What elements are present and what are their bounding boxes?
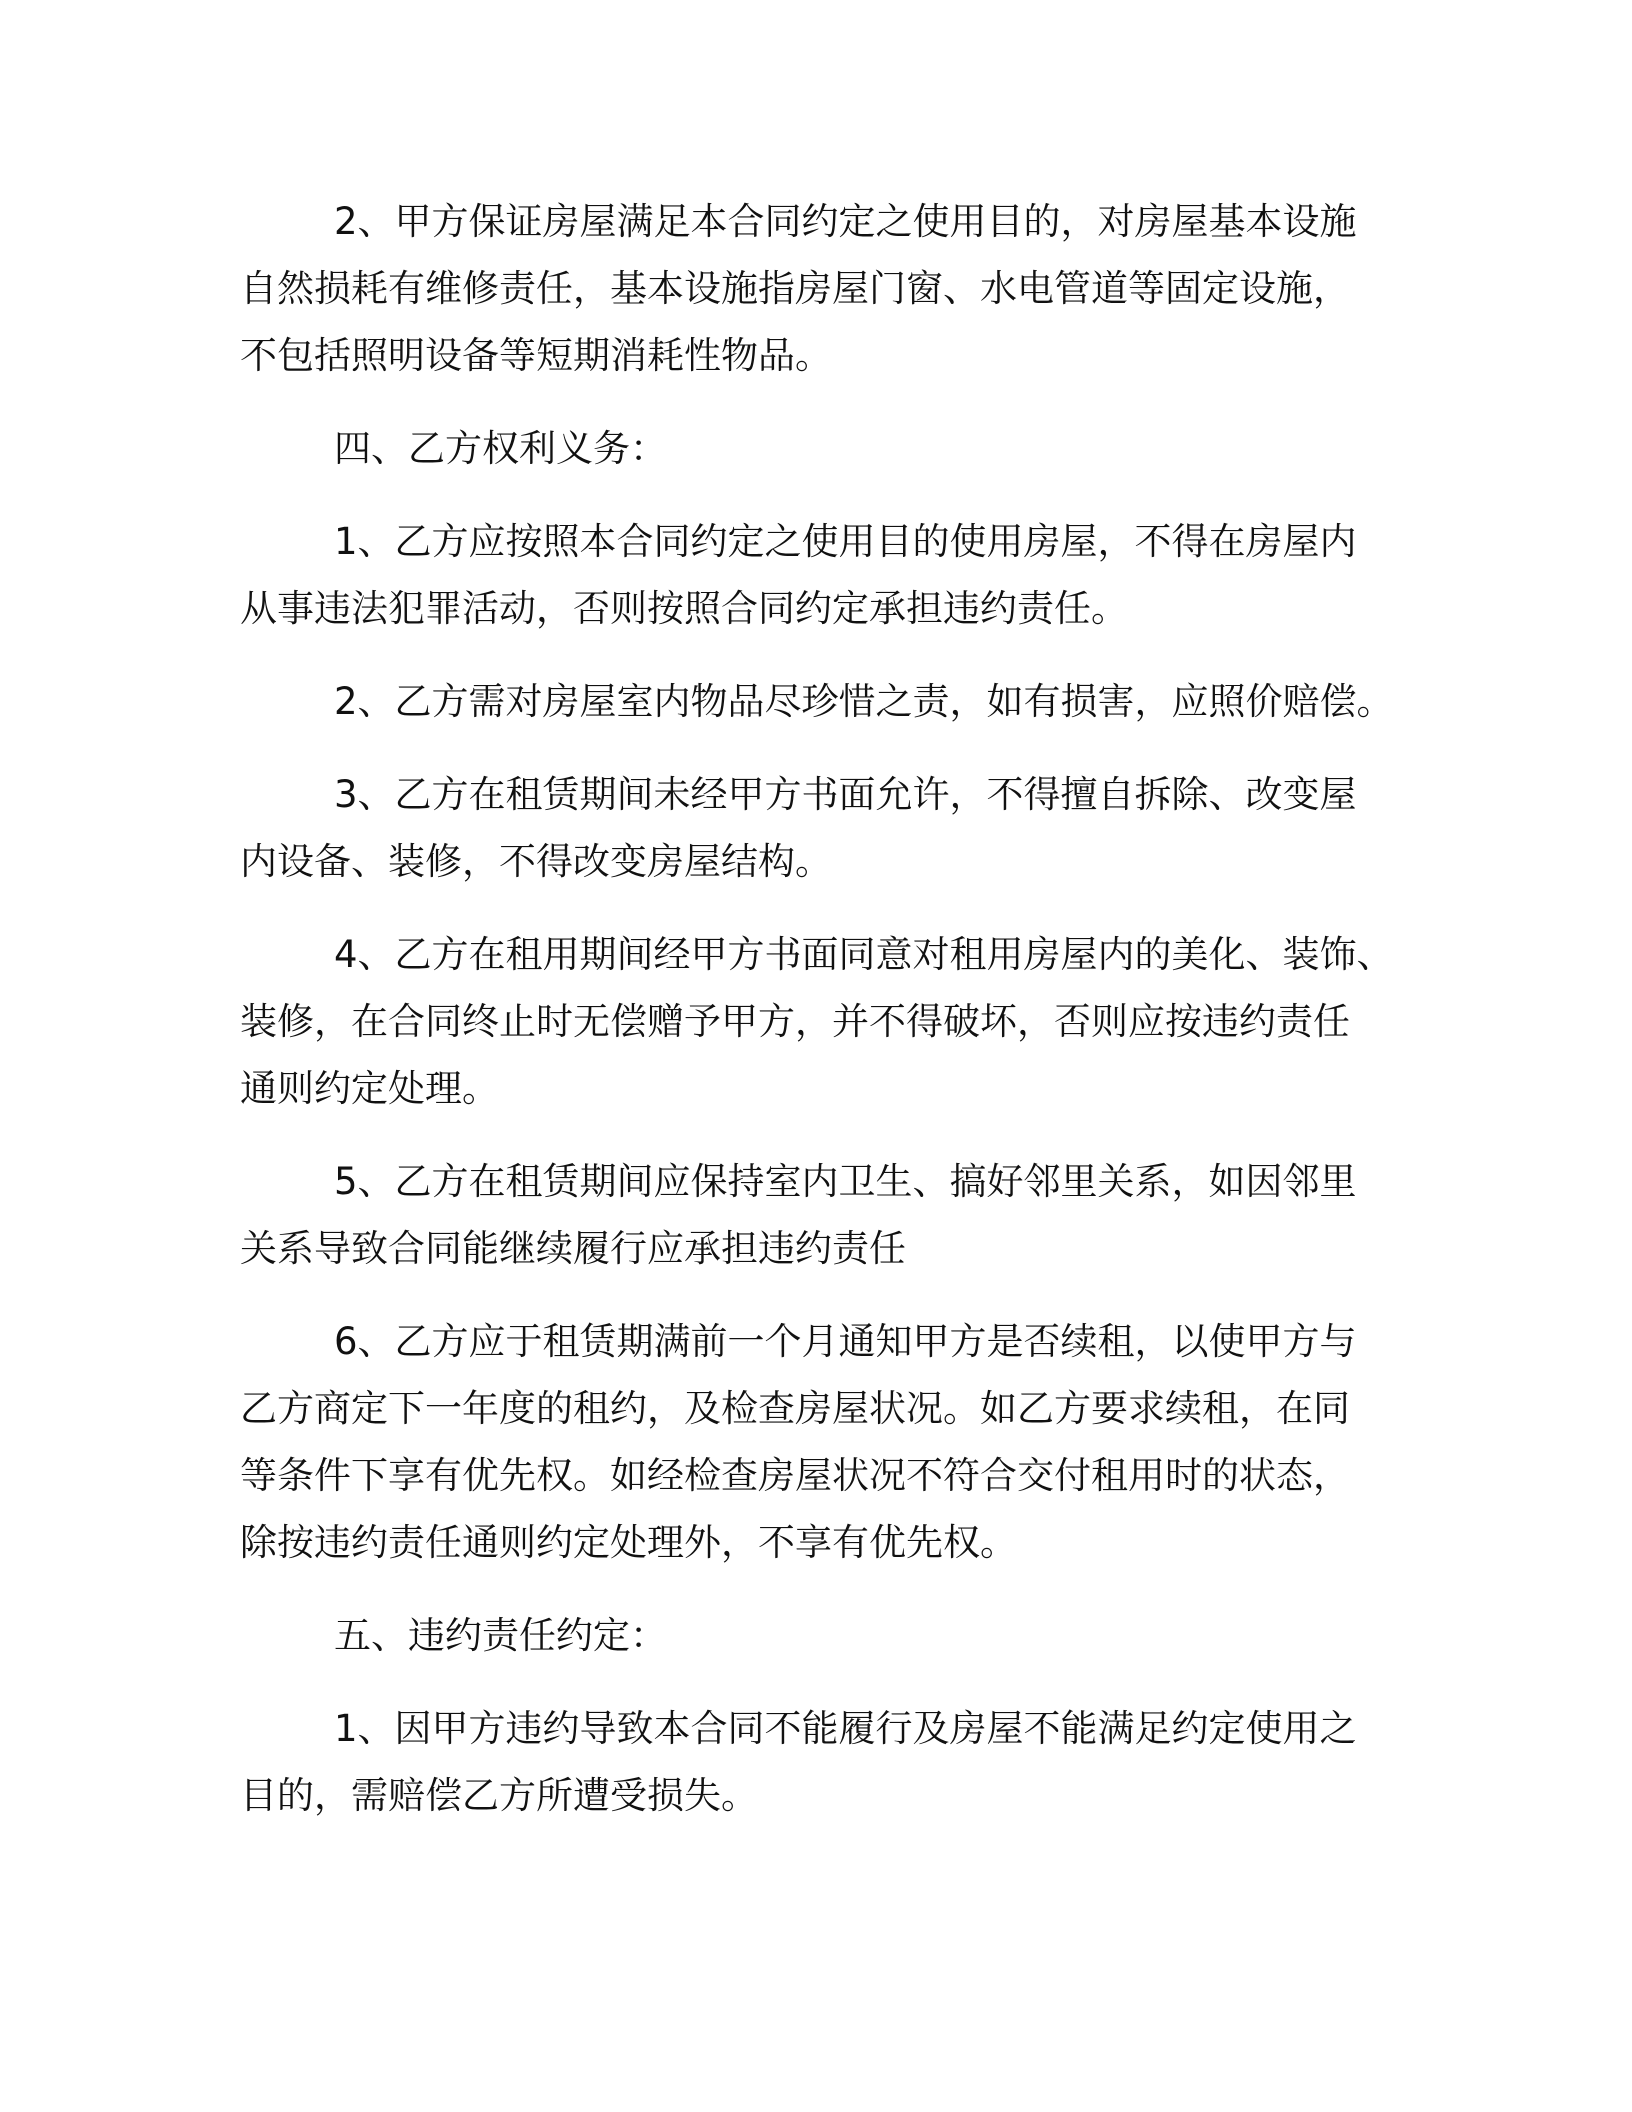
paragraph-line: 内设备、装修，不得改变房屋结构。 xyxy=(240,840,832,883)
paragraph-line: 2、甲方保证房屋满足本合同约定之使用目的，对房屋基本设施 xyxy=(334,200,1357,243)
document-body xyxy=(240,188,1394,1855)
paragraph-line: 1、乙方应按照本合同约定之使用目的使用房屋，不得在房屋内 xyxy=(334,520,1357,563)
paragraph-line: 除按违约责任通则约定处理外，不享有优先权。 xyxy=(240,1521,1017,1564)
paragraph-line: 5、乙方在租赁期间应保持室内卫生、搞好邻里关系，如因邻里 xyxy=(334,1160,1357,1203)
paragraph-line: 等条件下享有优先权。如经检查房屋状况不符合交付租用时的状态， xyxy=(240,1454,1350,1497)
paragraph-tenant-care xyxy=(240,668,1394,735)
section-heading: 四、乙方权利义务： xyxy=(334,427,667,470)
paragraph-tenant-no-alteration xyxy=(240,761,1390,895)
paragraph-line: 1、因甲方违约导致本合同不能履行及房屋不能满足约定使用之 xyxy=(334,1707,1357,1750)
paragraph-line: 目的，需赔偿乙方所遭受损失。 xyxy=(240,1774,758,1817)
paragraph-line: 乙方商定下一年度的租约，及检查房屋状况。如乙方要求续租，在同 xyxy=(240,1387,1350,1430)
paragraph-line: 装修，在合同终止时无偿赠予甲方，并不得破坏，否则应按违约责任 xyxy=(240,1000,1350,1043)
paragraph-tenant-hygiene xyxy=(240,1148,1390,1282)
paragraph-tenant-decoration xyxy=(240,921,1394,1122)
paragraph-line: 6、乙方应于租赁期满前一个月通知甲方是否续租，以使甲方与 xyxy=(334,1320,1357,1363)
paragraph-line: 关系导致合同能继续履行应承担违约责任 xyxy=(240,1227,906,1270)
section-heading-breach-liability xyxy=(240,1602,1390,1669)
section-heading: 五、违约责任约定： xyxy=(334,1614,667,1657)
paragraph-landlord-breach xyxy=(240,1695,1390,1829)
paragraph-tenant-renewal xyxy=(240,1308,1390,1576)
paragraph-line: 通则约定处理。 xyxy=(240,1067,499,1110)
paragraph-landlord-repair-duty xyxy=(240,188,1390,389)
paragraph-line: 不包括照明设备等短期消耗性物品。 xyxy=(240,334,832,377)
paragraph-line: 从事违法犯罪活动，否则按照合同约定承担违约责任。 xyxy=(240,587,1128,630)
paragraph-tenant-usage xyxy=(240,508,1390,642)
paragraph-line: 3、乙方在租赁期间未经甲方书面允许，不得擅自拆除、改变屋 xyxy=(334,773,1357,816)
paragraph-line: 2、乙方需对房屋室内物品尽珍惜之责，如有损害，应照价赔偿。 xyxy=(334,680,1394,723)
paragraph-line: 自然损耗有维修责任，基本设施指房屋门窗、水电管道等固定设施， xyxy=(240,267,1350,310)
paragraph-line: 4、乙方在租用期间经甲方书面同意对租用房屋内的美化、装饰、 xyxy=(334,933,1394,976)
section-heading-tenant-rights xyxy=(240,415,1390,482)
